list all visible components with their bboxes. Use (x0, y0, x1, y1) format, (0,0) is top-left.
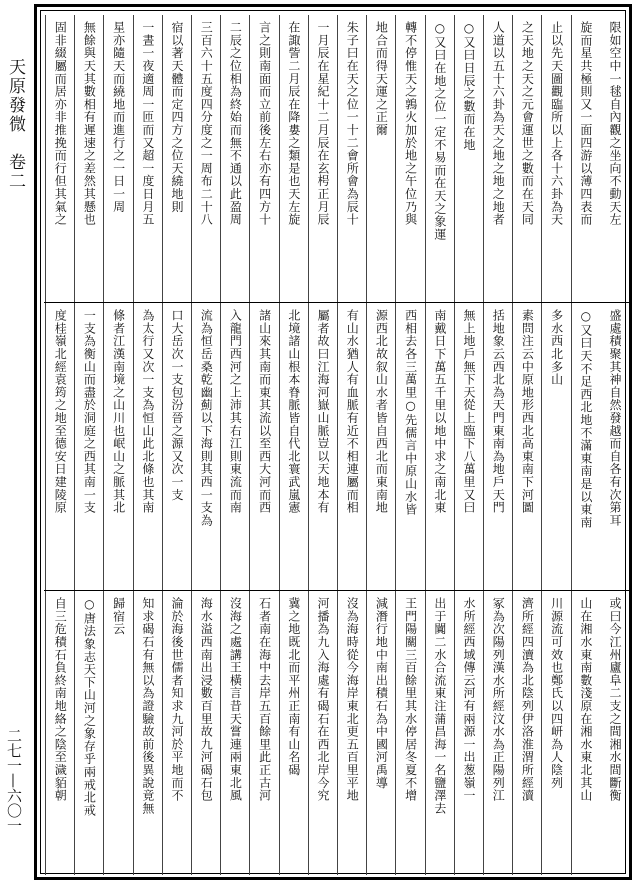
margin-book-title: 天原發微 卷二 (5, 58, 25, 191)
text-column: 入龍門西河之上沛其右江則東流而南 (220, 303, 249, 590)
text-column: 素問注云中原地形西北高東南下河圖 (512, 303, 541, 590)
text-column: 三百六十五度四分度之一周布二十八 (191, 15, 220, 302)
text-column: 轉不停惟天之鶉火加於地之午位乃與 (395, 15, 424, 302)
text-column: 人道以五十六卦為天之地之地之地者 (483, 15, 512, 302)
text-column: 止以先天圖觀臨所以上各十六卦為天 (541, 15, 570, 302)
text-column: 在諏訾二月辰在降婁之類是也天左旋 (279, 15, 308, 302)
text-column: 淪於海後世儒者知求九河於平地而不 (162, 591, 191, 875)
text-column: 之天地之天之元會運世之數而在天同 (512, 15, 541, 302)
text-column: 流為恒岳桑乾幽薊以下海則其西一支為 (191, 303, 220, 590)
text-panel-bottom (44, 591, 629, 875)
text-column: 有山水猶人有血脈有近不相連屬而相 (337, 303, 366, 590)
text-column: 知求碣石有無以為證驗故前後異說竟無 (133, 591, 162, 875)
text-column: 為太行又次一支為恒山此北條也其南 (133, 303, 162, 590)
text-column: 河播為九入海處有碣石在西北岸今究 (308, 591, 337, 875)
text-column: 一月辰在星紀十二月辰在玄枵正月辰 (308, 15, 337, 302)
text-column: 固非綴屬而居亦非推挽而行但其氣之 (45, 15, 74, 302)
text-column: 二辰之位相為終始而無不通以此盈周 (220, 15, 249, 302)
text-column: 一晝一夜適周一匝而又超一度日月五 (133, 15, 162, 302)
text-column: 沒為海時從今海岸東北更五百里平地 (337, 591, 366, 875)
text-column: 多水西北多山 (541, 303, 570, 590)
text-column: 無餘與天其數相有遲速之差然其懸也 (74, 15, 103, 302)
page-frame (34, 4, 632, 880)
text-column: 減潛行地中南出積石為中國河禹導 (366, 591, 395, 875)
text-column: 南戴日下萬五千里以地中求之南北東 (425, 303, 454, 590)
text-column: 西相去各三萬里○先儒言中原山水皆 (395, 303, 424, 590)
text-column: 朱子曰在天之位一十二會所會為辰十 (337, 15, 366, 302)
text-column: 諸山來其南而東其流以至西大河而西 (249, 303, 278, 590)
text-column: 括地象云西北為天門東南為地戶天門 (483, 303, 512, 590)
text-panel-middle (44, 303, 629, 591)
text-column: 濟所經四瀆為北陰列伊洛淮渭所經瀆 (512, 591, 541, 875)
text-column: 冢為次陽列漢水所經汶水為正陽列江 (483, 591, 512, 875)
text-column: 無上地戶無下天從上臨下八萬里又曰 (454, 303, 483, 590)
text-column: 北境諸山根本脊脈皆自代北寰武嵐憲 (279, 303, 308, 590)
text-column: ○又曰天不足西北地不滿東南是以東南 (571, 303, 600, 590)
text-column: 沒海之處講王橫言昔天嘗連兩東北風 (220, 591, 249, 875)
text-column: 口大岳次一支包汾晉之源又次一支 (162, 303, 191, 590)
text-column: ○又曰在地之位一定不易而在天之象運 (425, 15, 454, 302)
text-column: 山在湘水東南數淺原在湘水東北其山 (571, 591, 600, 875)
text-panel-top (44, 15, 629, 303)
text-column: ○又曰日辰之數而在地 (454, 15, 483, 302)
text-column: 王門陽關三百餘里其水停居冬夏不增 (395, 591, 424, 875)
margin-page-number: 二七一—六〇一 (5, 728, 23, 833)
text-column: 石者南在海中去岸五百餘里此正古河 (249, 591, 278, 875)
text-column: 地合而得天運之正爾 (366, 15, 395, 302)
text-column: ○唐法象志天下山河之象存乎兩戒北戒 (74, 591, 103, 875)
text-column: 或曰今江州廬阜二支之間湘水間斷衡 (608, 597, 622, 802)
text-column: 一支為衡山而盡於洞庭之西其南一支 (74, 303, 103, 590)
text-column: 度桂嶺北經袁筠之地至德安日建陵原 (45, 303, 74, 590)
text-column: 海水溢西南出浸數百里故九河碣石包 (191, 591, 220, 875)
text-column: 自三危積石負終南地絡之陰至濊貊朝 (45, 591, 74, 875)
text-column: 盛處積聚其神自然發越而自各有次第耳 (608, 309, 622, 527)
text-column: 歸宿云 (103, 591, 132, 875)
text-column: 水所經西域傳云河有兩源一出葱嶺一 (454, 591, 483, 875)
text-column: 限如空中一毬自內觀之坐向不動天左 (608, 21, 622, 226)
text-column: 條者江漢南境之山川也岷山之脈其北 (103, 303, 132, 590)
text-column: 旋而星共極則又一面四游以薄四表而 (571, 15, 600, 302)
text-column: 宿以著天體而定四方之位天繞地則 (162, 15, 191, 302)
text-column: 冀之地既北而平州正南有山名碣 (279, 591, 308, 875)
text-column: 屬者故曰江海河嶽山脈豈以天地本有 (308, 303, 337, 590)
text-column: 星亦隨天而繞地而進行之一日一周 (103, 15, 132, 302)
text-column: 出于闐二水合流東注蒲昌海一名鹽澤去 (425, 591, 454, 875)
text-column: 言之則南面而立前後左右亦有四方十 (249, 15, 278, 302)
text-column: 源西北故叙山水者皆自西北而東南地 (366, 303, 395, 590)
text-column: 川源流可效也鄭氏以四岍為人陰列 (541, 591, 570, 875)
